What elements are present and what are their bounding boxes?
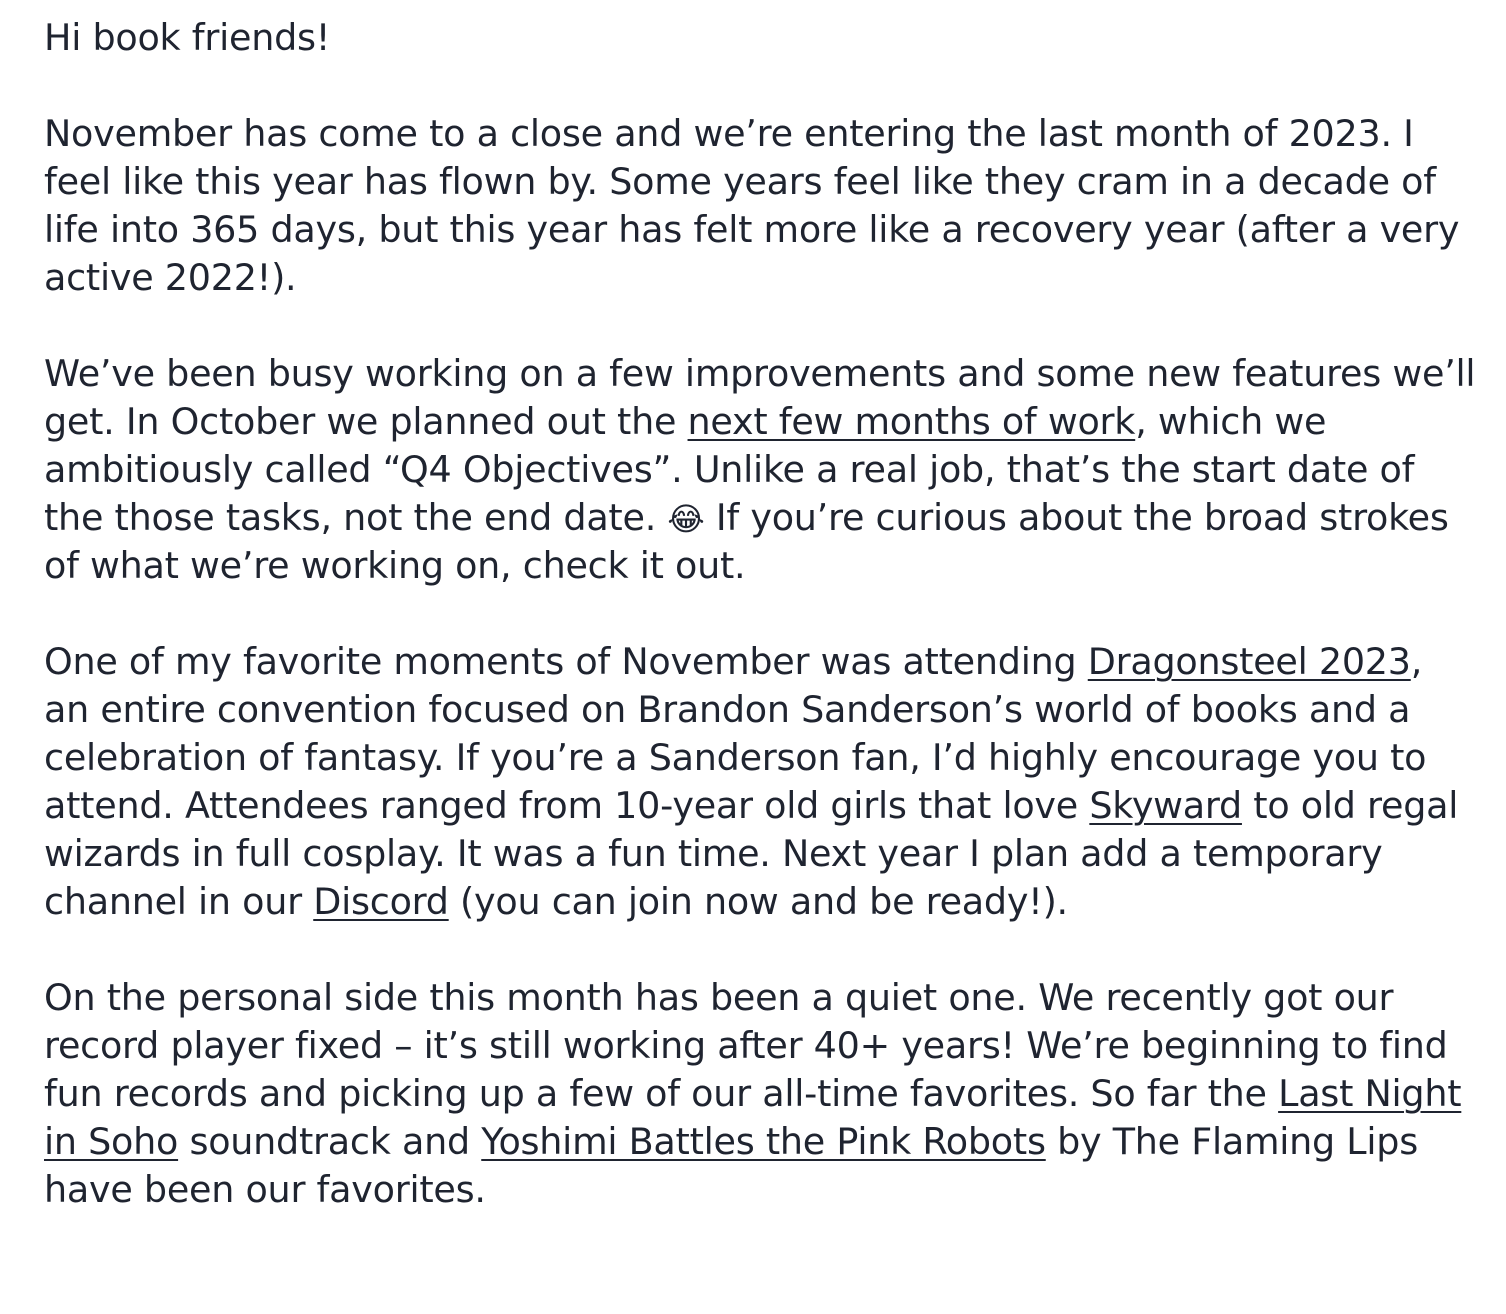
tears-of-joy-emoji-icon: 😂 — [667, 500, 705, 538]
paragraph-text: One of my favorite moments of November was attending — [44, 640, 1088, 683]
paragraph-text: November has come to a close and we’re entering the last month of 2023. I feel like this year has flown by. Some years feel like they cram in a decade of life into 365 days, but this year has felt more like a recovery year (after a very active 2022!). — [44, 112, 1460, 299]
discord-link[interactable]: Discord — [313, 880, 449, 923]
paragraph-text: If you’re curious about the broad strokes of what we’re working on, check it out. — [44, 496, 1449, 587]
greeting-paragraph — [44, 14, 1476, 62]
paragraph-text: , which we ambitiously called “Q4 Objectives”. Unlike a real job, that’s the start date of the those tasks, not the end date. — [44, 400, 1415, 539]
paragraph-text: On the personal side this month has been a quiet one. We recently got our record player fixed – it’s still working after 40+ years! We’re beginning to find fun records and picking up a few of our all-time favorites. So far the — [44, 976, 1448, 1115]
paragraph-text: We’ve been busy working on a few improvements and some new features we’ll get. In October we planned out the — [44, 352, 1476, 443]
paragraph-text: by The Flaming Lips have been our favorites. — [44, 1120, 1418, 1211]
paragraph-personal — [44, 974, 1476, 1214]
skyward-link[interactable]: Skyward — [1089, 784, 1242, 827]
paragraph-text: , an entire convention focused on Brandon Sanderson’s world of books and a celebration of fantasy. If you’re a Sanderson fan, I’d highly encourage you to attend. Attendees ranged from 10-year old girls that love — [44, 640, 1427, 827]
dragonsteel-link[interactable]: Dragonsteel 2023 — [1087, 640, 1411, 683]
paragraph-improvements — [44, 350, 1476, 590]
paragraph-text: to old regal wizards in full cosplay. It was a fun time. Next year I plan add a temporary channel in our — [44, 784, 1459, 923]
paragraph-dragonsteel — [44, 638, 1476, 926]
paragraph-text: (you can join now and be ready!). — [448, 880, 1068, 923]
paragraph-text: soundtrack and — [178, 1120, 482, 1163]
last-night-in-soho-link[interactable]: Last Night in Soho — [44, 1072, 1462, 1163]
paragraph-year-recap — [44, 110, 1476, 302]
next-few-months-link[interactable]: next few months of work — [687, 400, 1136, 443]
yoshimi-link[interactable]: Yoshimi Battles the Pink Robots — [481, 1120, 1046, 1163]
greeting-text: Hi book friends! — [44, 16, 331, 59]
